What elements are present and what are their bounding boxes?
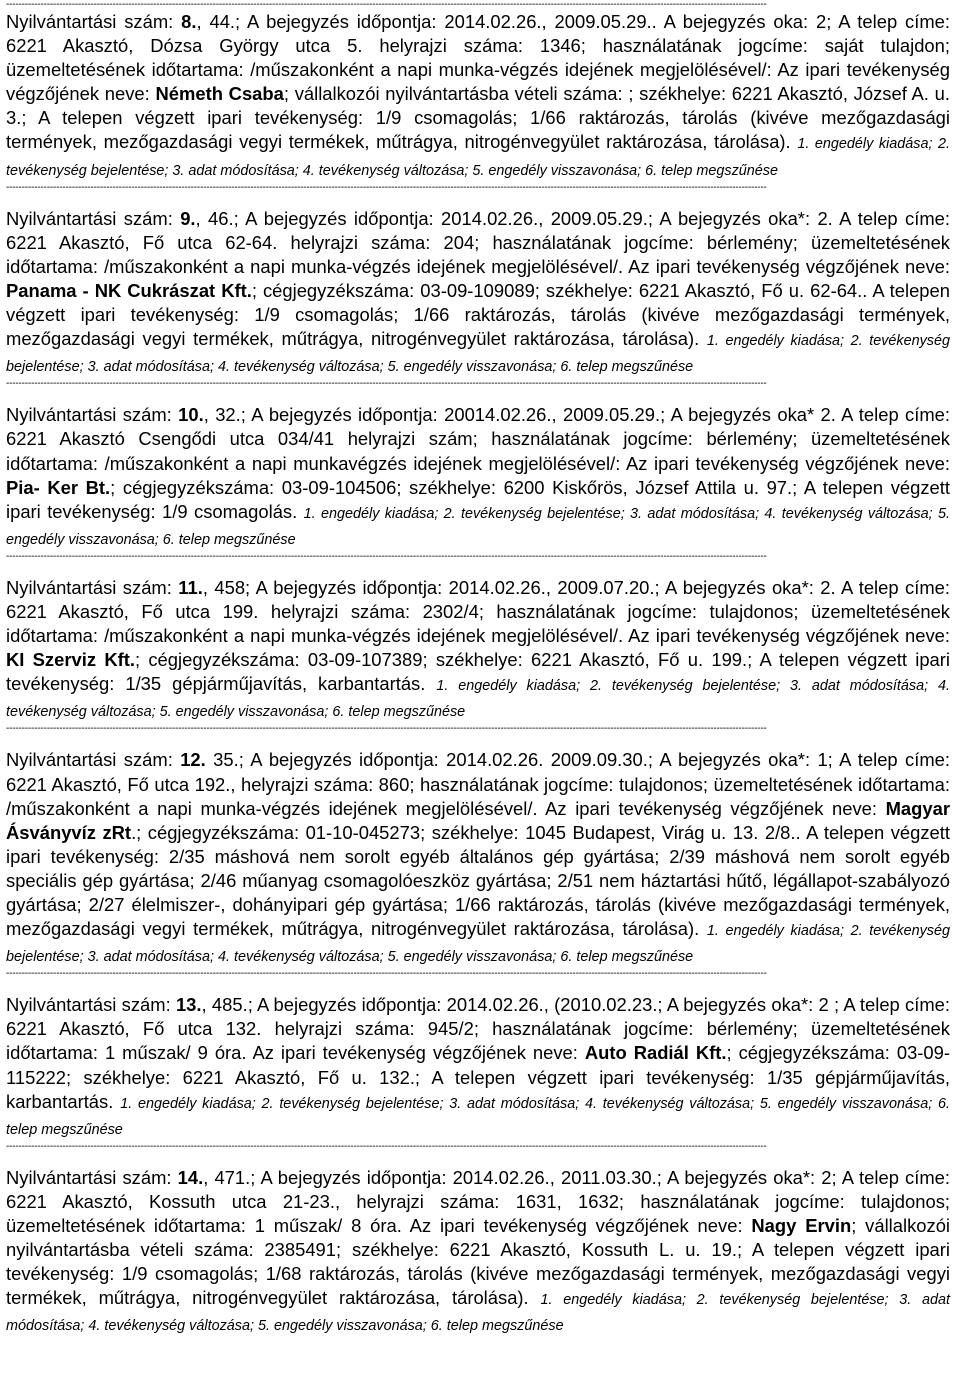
registry-entry-10 [6,403,950,552]
entry-details: ; cégjegyzékszáma: 03-09-115222; székhelye: 6221 Akasztó, Fő u. 132.; A telepen végzett ipari tevékenység: 1/35 gépjárműjavítás, karbantartás. [6,1042,950,1112]
entry-number: 13. [175,994,202,1016]
entry-number: 8. [181,11,197,32]
registry-entry-9 [6,207,950,380]
operator-name: Auto Radiál Kft. [584,1042,727,1064]
registry-entry-14 [6,1166,950,1339]
actions-note: 1. engedély kiadása; 2. tevékenység bejelentése; 3. adat módosítása; 4. tevékenység változása; 5. engedély visszavonása; 6. telep megszűnése [6,678,951,721]
separator-line: --------------------------------------------------------------------------------------------------------------------------------------------------------------------------------------------------------------------------------------------------- [6,1141,767,1152]
entry-details: ; cégjegyzékszáma: 03-09-109089; székhelye: 6221 Akasztó, Fő u. 62-64.. A telepen végzett ipari tevékenység: 1/9 csomagolás; 1/66 raktározás, tárolás (kivéve mezőgazdasági termények, mezőgazdasági vegyi termékek, műtrágya, nitrogénvegyület raktározása, tárolása). [6,279,950,350]
separator-line: --------------------------------------------------------------------------------------------------------------------------------------------------------------------------------------------------------------------------------------------------- [6,724,767,735]
entry-body: , 458; A bejegyzés időpontja: 2014.02.26., 2009.07.20.; A bejegyzés oka*: 2. A telep címe: 6221 Akasztó, Fő utca 199. helyrajzi száma: 2302/4; használatának jogcíme: tulajdonos; üzemeltetésének időtartama: /műszakonként a napi munka-végzés idejének megjelölésével/. Az ipari tevékenység végzőjének neve: [6,576,950,647]
entry-body: , 44.; A bejegyzés időpontja: 2014.02.26., 2009.05.29.. A bejegyzés oka: 2; A telep címe: 6221 Akasztó, Dózsa György utca 5. helyrajzi száma: 1346; használatának jogcíme: saját tulajdon; üzemeltetésének időtartama: /műszakonként a napi munka-végzés idejének megjelölésével/: Az ipari tevékenység végzőjének neve: [6,11,950,105]
entry-number: 12. [180,749,206,771]
actions-note: 1. engedély kiadása; 2. tevékenység bejelentése; 3. adat módosítása; 4. tevékenység változása; 5. engedély visszavonása; 6. telep megszűnése [6,923,950,966]
spacer [6,389,950,403]
entry-body: , 485.; A bejegyzés időpontja: 2014.02.26., (2010.02.23.; A bejegyzés oka*: 2 ; A telep címe: 6221 Akasztó, Fő utca 132. helyrajzi száma: 945/2; használatának jogcíme: bérlemény; üzemeltetésének időtartama: 1 műszak/ 9 óra. Az ipari tevékenység végzőjének neve: [6,994,950,1064]
entry-label: Nyilvántartási szám: [6,1166,178,1188]
separator-line: --------------------------------------------------------------------------------------------------------------------------------------------------------------------------------------------------------------------------------------------------- [6,182,767,193]
spacer [6,734,950,748]
operator-name: KI Szerviz Kft. [6,649,135,671]
actions-note: 1. engedély kiadása; 2. tevékenység bejelentése; 3. adat módosítása; 4. tevékenység változása; 5. engedély visszavonása; 6. telep megszűnése [6,136,950,179]
entry-number: 14. [177,1166,204,1188]
operator-name: Magyar Ásványvíz zRt [6,797,950,843]
spacer [6,1152,950,1166]
operator-name: Németh Csaba [155,83,284,105]
actions-note: 1. engedély kiadása; 2. tevékenység bejelentése; 3. adat módosítása; 4. tevékenység változása; 5. engedély visszavonása; 6. telep megszűnése [6,333,950,376]
entry-label: Nyilvántartási szám: [6,404,179,426]
entry-body: , 471.; A bejegyzés időpontja: 2014.02.26., 2011.03.30.; A bejegyzés oka*: 2; A telep címe: 6221 Akasztó, Kossuth utca 21-23., helyrajzi száma: 1631, 1632; használatának jogcíme: tulajdonos; üzemeltetésének időtartama: 1 műszak/ 8 óra. Az ipari tevékenység végzőjének neve: [6,1166,951,1237]
actions-note: 1. engedély kiadása; 2. tevékenység bejelentése; 3. adat módosítása; 4. tevékenység változása; 5. engedély visszavonása; 6. telep megszűnése [6,1095,950,1138]
separator-line: --------------------------------------------------------------------------------------------------------------------------------------------------------------------------------------------------------------------------------------------------- [6,379,767,390]
entry-body: , 46.; A bejegyzés időpontja: 2014.02.26., 2009.05.29.; A bejegyzés oka*: 2. A telep címe: 6221 Akasztó, Fő utca 62-64. helyrajzi száma: 204; használatának jogcíme: bérlemény; üzemeltetésének időtartama: /műszakonként a napi munka-végzés idejének megjelölésével/. Az ipari tevékenység végzőjének neve: [6,207,950,277]
entry-details: ; cégjegyzékszáma: 03-09-107389; székhelye: 6221 Akasztó, Fő u. 199.; A telepen végzett ipari tevékenység: 1/35 gépjárműjavítás, karbantartás. [6,649,950,695]
entry-label: Nyilvántartási szám: [6,11,182,32]
spacer [6,193,950,207]
registry-entry-8 [6,10,950,183]
spacer [6,979,950,993]
spacer [6,562,950,576]
entry-label: Nyilvántartási szám: [6,994,176,1016]
separator-line: --------------------------------------------------------------------------------------------------------------------------------------------------------------------------------------------------------------------------------------------------- [6,551,767,562]
entry-label: Nyilvántartási szám: [6,749,181,771]
entry-label: Nyilvántartási szám: [6,576,179,598]
separator-line: --------------------------------------------------------------------------------------------------------------------------------------------------------------------------------------------------------------------------------------------------- [6,969,767,980]
entry-details: ; vállalkozói nyilvántartásba vételi száma: 2385491; székhelye: 6221 Akasztó, Kossuth L. u. 19.; A telepen végzett ipari tevékenység: 1/9 csomagolás; 1/68 raktározás, tárolás (kivéve mezőgazdasági termények, mezőgazdasági vegyi termékek, műtrágya, nitrogénvegyület raktározása, tárolása). [6,1215,951,1309]
document-page [6,0,950,1339]
registry-entry-11 [6,576,950,725]
actions-note: 1. engedély kiadása; 2. tevékenység bejelentése; 3. adat módosítása; 4. tevékenység változása; 5. engedély visszavonása; 6. telep megszűnése [6,505,950,548]
operator-name: Pia- Ker Bt. [6,476,111,498]
registry-entry-13 [6,993,950,1142]
entry-number: 11. [178,576,203,598]
operator-name: Nagy Ervin [751,1215,852,1237]
entry-body: 35.; A bejegyzés időpontja: 2014.02.26. 2009.09.30.; A bejegyzés oka*: 1; A telep címe: 6221 Akasztó, Fő utca 192., helyrajzi száma: 860; használatának jogcíme: tulajdonos; üzemeltetésének időtartama: /műszakonként a napi munka-végzés idejének megjelölésével/. Az ipari tevékenység végzőjének neve: [6,749,951,819]
entry-details: ; vállalkozói nyilvántartásba vételi száma: ; székhelye: 6221 Akasztó, József A. u. 3.; A telepen végzett ipari tevékenység: 1/9 csomagolás; 1/66 raktározás, tárolás (kivéve mezőgazdasági termények, mezőgazdasági vegyi termékek, műtrágya, nitrogénvegyület raktározása, tárolása). [6,83,950,153]
entry-details: ; cégjegyzékszáma: 03-09-104506; székhelye: 6200 Kiskőrös, József Attila u. 97.; A telepen végzett ipari tevékenység: 1/9 csomagolás. [6,476,950,522]
actions-note: 1. engedély kiadása; 2. tevékenység bejelentése; 3. adat módosítása; 4. tevékenység változása; 5. engedély visszavonása; 6. telep megszűnése [6,1292,950,1335]
registry-entry-12 [6,748,950,969]
entry-number: 9. [180,207,196,229]
entry-details: .; cégjegyzékszáma: 01-10-045273; székhelye: 1045 Budapest, Virág u. 13. 2/8.. A telepen végzett ipari tevékenység: 2/35 máshová nem sorolt egyéb általános gép gyártása; 2/39 máshová nem sorolt egyéb speciális gép gyártása; 2/46 műanyag csomagolóeszköz gyártása; 2/51 nem háztartási hűtő, légállapot-szabályozó gyártása; 2/27 élelmiszer-, dohányipari gép gyártása; 1/66 raktározás, tárolás (kivéve mezőgazdasági termények, mezőgazdasági vegyi termékek, műtrágya, nitrogénvegyület raktározása, tárolása). [6,821,950,940]
entry-body: , 32.; A bejegyzés időpontja: 20014.02.26., 2009.05.29.; A bejegyzés oka* 2. A telep címe: 6221 Akasztó Csengődi utca 034/41 helyrajzi szám; használatának jogcíme: bérlemény; üzemeltetésének időtartama: /műszakonként a napi munkavégzés idejének megjelölésével/: Az ipari tevékenység végzőjének neve: [6,404,950,474]
entry-label: Nyilvántartási szám: [6,207,181,229]
separator-line: --------------------------------------------------------------------------------------------------------------------------------------------------------------------------------------------------------------------------------------------------- [6,0,767,10]
entry-number: 10. [178,404,204,426]
operator-name: Panama - NK Cukrászat Kft. [6,279,252,301]
